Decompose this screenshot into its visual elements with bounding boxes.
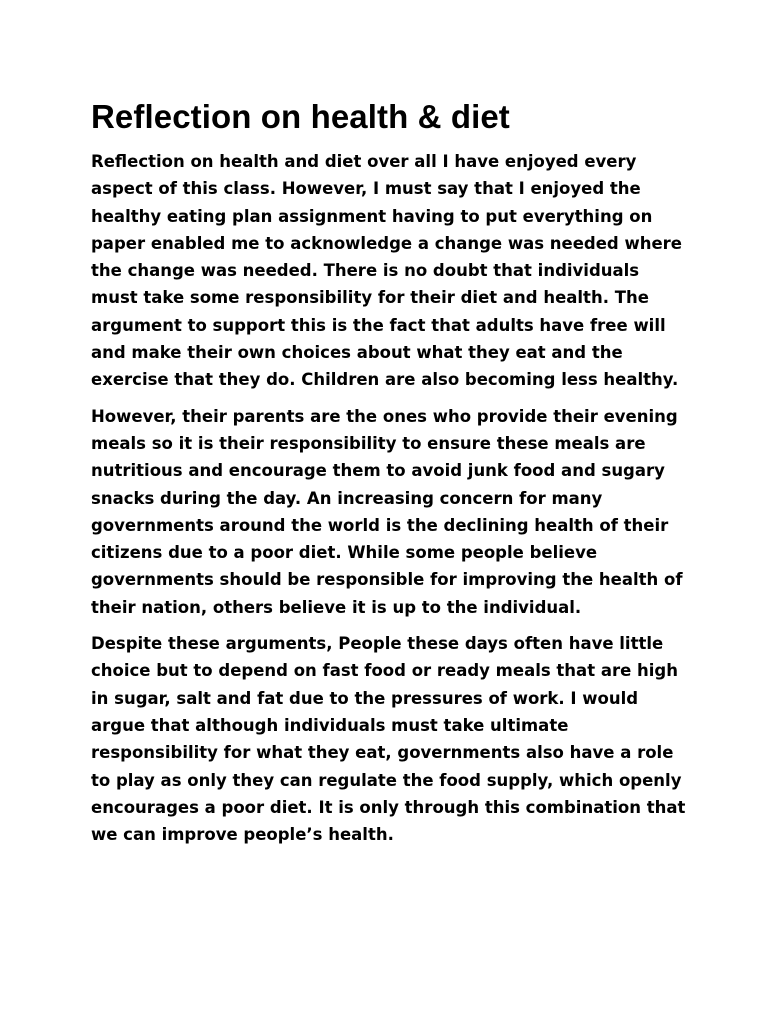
document-paragraph: Despite these arguments, People these days often have little choice but to depend on fast food or ready meals that are high in sugar, salt and fat due to the pressures of work. I would argue that although individuals must take ultimate responsibility for what they eat, governments also have a role to play as only they can regulate the food supply, which openly encourages a poor diet. It is only through this combination that we can improve people’s health.	[91, 634, 686, 845]
document-paragraph: Reflection on health and diet over all I have enjoyed every aspect of this class. However, I must say that I enjoyed the healthy eating plan assignment having to put everything on paper enabled me to acknowledge a change was needed where the change was needed. There is no doubt that individuals must take some responsibility for their diet and health. The argument to support this is the fact that adults have free will and make their own choices about what they eat and the exercise that they do. Children are also becoming less healthy.	[91, 152, 682, 390]
document-paragraph: However, their parents are the ones who provide their evening meals so it is their responsibility to ensure these meals are nutritious and encourage them to avoid junk food and sugary snacks during the day. An increasing concern for many governments around the world is the declining health of their citizens due to a poor diet. While some people believe governments should be responsible for improving the health of their nation, others believe it is up to the individual.	[91, 406, 683, 617]
document-title: Reflection on health & diet	[91, 98, 510, 135]
